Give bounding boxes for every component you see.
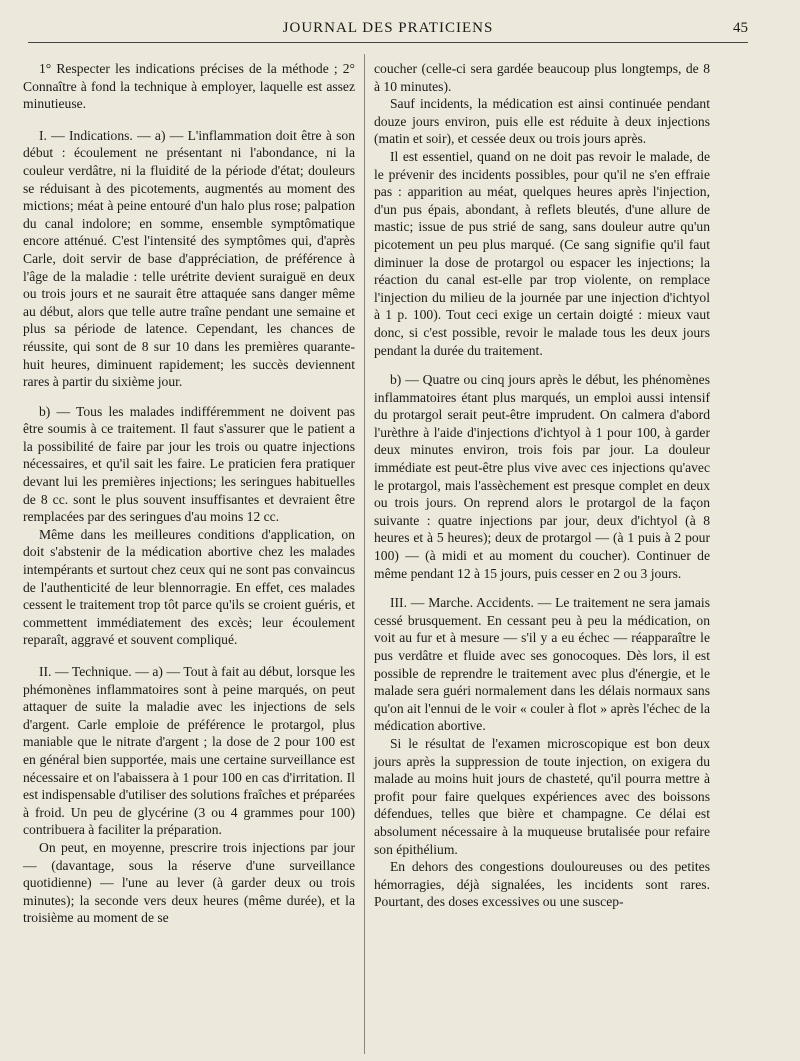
paragraph-abstention: Même dans les meilleures conditions d'application, on doit s'abstenir de la médication abortive chez les malades intempérants et surtout chez ceux qui ne sont pas convaincus de l'authenticité de leur blennorragie. En effet, ces malades cessent le traitement trop tôt parce qu'ils se croient guéris, et commettent immédiatement des excès; leur écoulement reparaît, aggravé et souvent compliqué. [23,526,355,648]
paragraph-other-incidents: En dehors des congestions douloureuses ou des petites hémorragies, déjà signalées, les incidents sont rares. Pourtant, des doses excessives ou une suscep- [374,859,710,910]
left-column [23,60,355,927]
paragraph-microscopy: Si le résultat de l'examen microscopique est bon deux jours après la suppression de toute injection, on exigera du malade au moins huit jours de chasteté, qu'il pourra mettre à profit pour faire quelques expériences avec des boissons défendues, telles que bière et champagne. Ce délai est absolument nécessaire à la muqueuse brutalisée pour refaire son épithélium. [374,735,710,857]
paragraph-course-accidents: III. — Marche. Accidents. — Le traitement ne sera jamais cessé brusquement. En cessant peu à peu la médication, on voit au fur et à mesure — s'il y a eu échec — réapparaître le pus verdâtre et fluide avec ses gonocoques. Dès lors, il est possible de reprendre le traitement avec plus d'énergie, et le malade sera guéri normalement dans les délais normaux sans qu'on ait l'ennui de le voir « couler à flot » après l'échec de la médication abortive. [374,595,710,734]
paragraph-indications-a: I. — Indications. — a) — L'inflammation doit être à son début : écoulement ne présentant ni l'abondance, ni la couleur verdâtre, ni la fluidité de la période d'état; douleurs se réduisant à des picotements, augmentés au moment des mictions; méat à peine entouré d'un halo plus rose; palpation du canal indolore; en somme, ensemble symptômatique encore atténué. C'est l'intensité des symptômes qui, d'après Carle, doit servir de base d'appréciation, de préférence à l'âge de la maladie : telle urétrite devient suraiguë en deux ou trois jours et ne saurait être attaquée sans danger même au début, alors que telle autre traîne pendant une semaine et plus sa période de latence. Cependant, les chances de réussite, qui sont de 8 sur 10 dans les premières quarante-huit heures, diminuent rapidement; les succès deviennent rares à partir du sixième jour. [23,127,355,390]
paragraph-bedtime: coucher (celle-ci sera gardée beaucoup plus longtemps, de 8 à 10 minutes). [374,61,710,94]
paragraph-technique-b: b) — Quatre ou cinq jours après le début, les phénomènes inflammatoires étant plus marqués, un emploi aussi intensif du protargol serait peut-être imprudent. On calmera d'abord l'urèthre à l'aide d'injections d'ichtyol à 1 pour 100, à garder deux minutes environ, trois fois par jour. La douleur immédiate est peut-être plus vive avec ces injections qu'avec le protargol, mais l'assèchement est presque complet en deux ou trois jours. On reprend alors le protargol de la façon suivante : quatre injections par jour, deux d'ichtyol (à 8 heures et à 5 heures); deux de protargol — (à 1 puis à 2 pour 100) — (à midi et au moment du coucher). Continuer de même pendant 12 à 15 jours, puis cesser en 2 ou 3 jours. [374,372,710,581]
paragraph-dosage: On peut, en moyenne, prescrire trois injections par jour — (davantage, sous la réserve d'une surveillance quotidienne) — l'une au lever (à garder deux ou trois minutes); la seconde vers deux heures (même durée), et la troisième au moment de se [23,839,355,926]
paragraph-indications-b: b) — Tous les malades indifféremment ne doivent pas être soumis à ce traitement. Il faut s'assurer que le patient a la possibilité de faire par jour les trois ou quatre injections nécessaires, et qu'il sait les faire. Le praticien fera pratiquer devant lui les premières injections; les seringues habituelles de 8 cc. sont le plus souvent insuffisantes et devraient être remplacées par des seringues d'au moins 12 cc. [23,403,355,525]
paragraph-principles: 1° Respecter les indications précises de la méthode ; 2° Connaître à fond la technique à employer, laquelle est assez minutieuse. [23,61,355,112]
column-divider [364,54,365,1054]
journal-title: JOURNAL DES PRATICIENS [282,20,494,36]
right-column [374,60,710,911]
paragraph-incidents-warning: Il est essentiel, quand on ne doit pas revoir le malade, de le prévenir des incidents possibles, pour qu'il ne s'en effraie pas : apparition au méat, quelques heures après l'injection, d'un pus épais, abondant, à reflets bleutés, d'une allure de mastic; issue de pus strié de sang, sans douleur autre qu'un picotement un peu plus marqué. (Ce sang signifie qu'il faut diminuer la dose de protargol ou espacer les injections; la réaction du canal est-elle par trop violente, on remplace l'injection du milieu de la journée par une injection d'ichtyol à 1 p. 100). Tout ceci exige un certain doigté : mieux vaut donc, si c'est possible, revoir le malade tous les deux jours pendant la durée du traitement. [374,148,710,358]
running-header [28,18,748,43]
page-number: 45 [733,20,748,36]
paragraph-technique-a: II. — Technique. — a) — Tout à fait au début, lorsque les phémonènes inflammatoires sont à peine marqués, on peut attaquer de suite la maladie avec les injections de sels d'argent. Carle emploie de préférence le protargol, plus maniable que le nitrate d'argent ; la dose de 2 pour 100 est en général bien supportée, mais une certaine surveillance est nécessaire et on l'abaissera à 1 pour 100 en cas d'irritation. Il est indispensable d'utiliser des solutions fraîches et préparées à froid. Un peu de glycérine (3 ou 4 grammes pour 100) contribuera à faciliter la préparation. [23,664,356,838]
paragraph-duration: Sauf incidents, la médication est ainsi continuée pendant douze jours environ, puis elle est réduite à deux injections (matin et soir), et cessée deux ou trois jours après. [374,96,710,147]
